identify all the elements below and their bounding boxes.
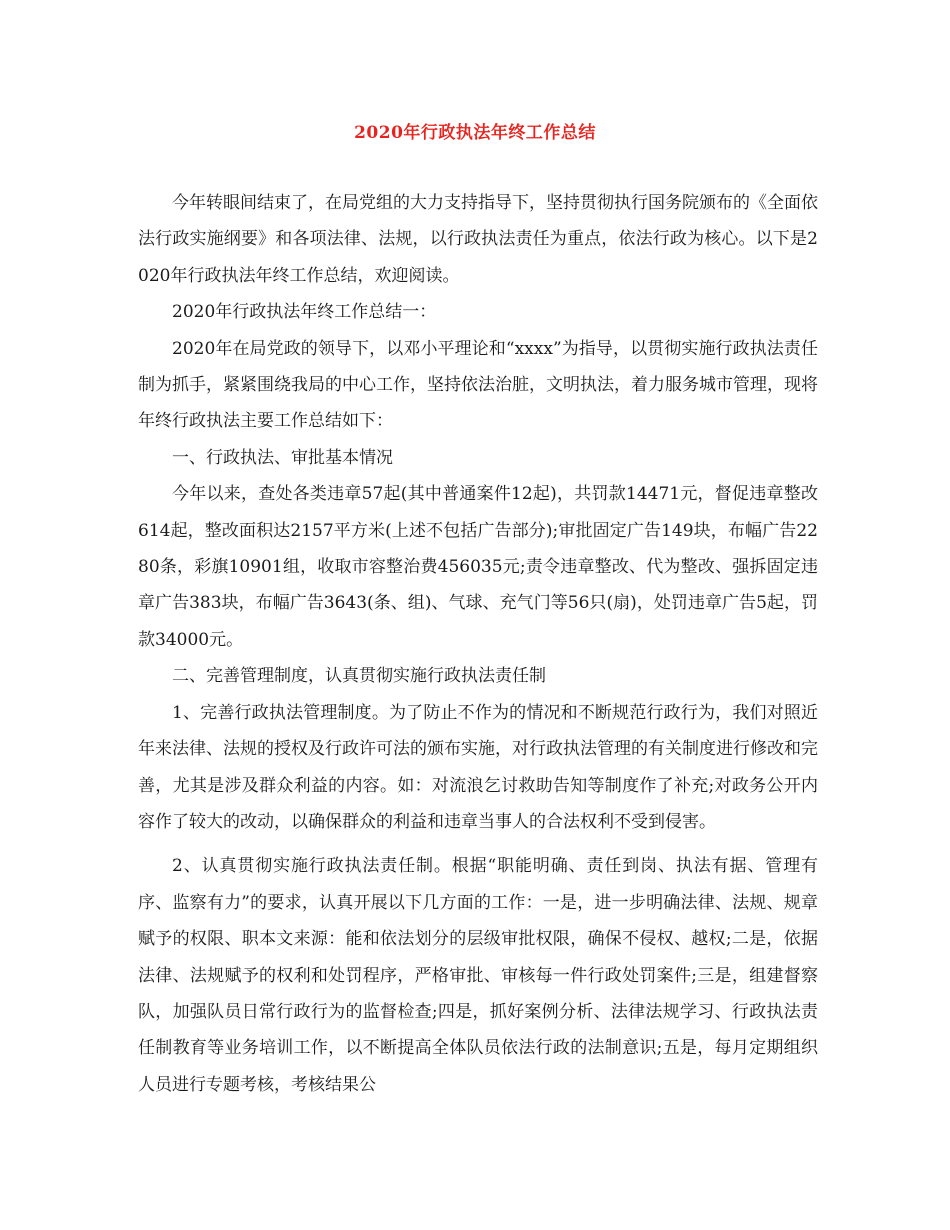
- document-body: [138, 185, 818, 1103]
- summary-one-heading: 2020年行政执法年终工作总结一：: [172, 302, 437, 323]
- document-title: 2020年行政执法年终工作总结: [354, 123, 596, 143]
- intro-paragraph: 今年转眼间结束了，在局党组的大力支持指导下，坚持贯彻执行国务院颁布的《全面依法行政实施纲要》和各项法律、法规，以行政执法责任为重点，依法行政为核心。以下是2020年行政执法年终工作总结，欢迎阅读。: [138, 193, 818, 286]
- section-two-heading: 二、完善管理制度，认真贯彻实施行政执法责任制: [172, 666, 546, 687]
- section-two-item-2: 2、认真贯彻实施行政执法责任制。根据“职能明确、责任到岗、执法有据、管理有序、监察有力”的要求，认真开展以下几方面的工作：一是，进一步明确法律、法规、规章赋予的权限、职本文来源：能和依法划分的层级审批权限，确保不侵权、越权;二是，依据法律、法规赋予的权利和处罚程序，严格审批、审核每一件行政处罚案件;三是，组建督察队，加强队员日常行政行为的监督检查;四是，抓好案例分析、法律法规学习、行政执法责任制教育等业务培训工作，以不断提高全体队员依法行政的法制意识;五是，每月定期组织人员进行专题考核，考核结果公: [138, 856, 818, 1095]
- section-one-heading: 一、行政执法、审批基本情况: [172, 447, 393, 468]
- section-one-paragraph: 今年以来，查处各类违章57起(其中普通案件12起)，共罚款14471元，督促违章整改614起，整改面积达2157平方米(上述不包括广告部分);审批固定广告149块，布幅广告2280条，彩旗10901组，收取市容整治费456035元;责令违章整改、代为整改、强拆固定违章广告383块，布幅广告3643(条、组)、气球、充气门等56只(扇)，处罚违章广告5起，罚款34000元。: [138, 484, 818, 650]
- section-two-item-1: 1、完善行政执法管理制度。为了防止不作为的情况和不断规范行政行为，我们对照近年来法律、法规的授权及行政许可法的颁布实施，对行政执法管理的有关制度进行修改和完善，尤其是涉及群众利益的内容。如：对流浪乞讨救助告知等制度作了补充;对政务公开内容作了较大的改动，以确保群众的利益和违章当事人的合法权利不受到侵害。: [138, 702, 818, 832]
- overview-paragraph: 2020年在局党政的领导下，以邓小平理论和“xxxx”为指导，以贯彻实施行政执法责任制为抓手，紧紧围绕我局的中心工作，坚持依法治脏，文明执法，着力服务城市管理，现将年终行政执法主要工作总结如下：: [138, 338, 818, 432]
